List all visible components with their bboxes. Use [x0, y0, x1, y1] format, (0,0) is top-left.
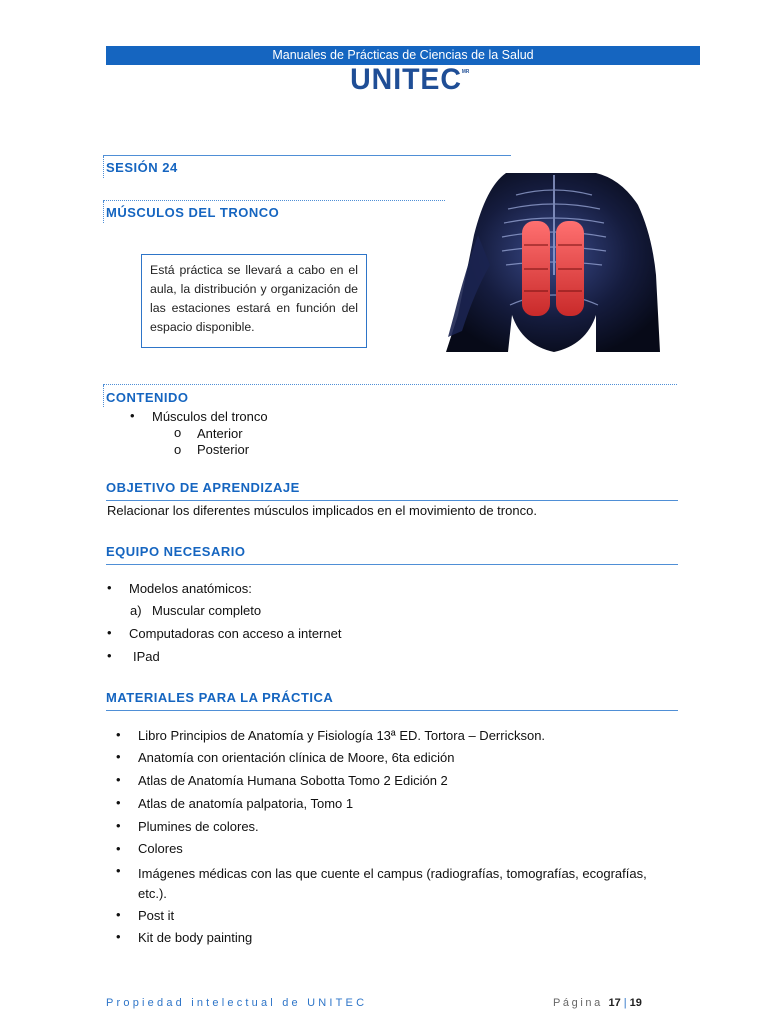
torso-illustration-icon	[446, 165, 660, 352]
contenido-item: Músculos del tronco	[152, 409, 268, 424]
materiales-item-2: Anatomía con orientación clínica de Moore, 6ta edición	[138, 750, 455, 765]
footer-page-separator: |	[623, 997, 627, 1009]
contenido-subbullet-1: o	[174, 425, 182, 440]
materiales-bullet-8: •	[116, 907, 121, 922]
note-box: Está práctica se llevará a cabo en el aula, la distribución y organización de las estaciones estará en función del espacio disponible.	[141, 254, 367, 348]
materiales-bullet-3: •	[116, 772, 121, 787]
topic-heading: MÚSCULOS DEL TRONCO	[106, 205, 280, 220]
footer-page-label: Página	[553, 997, 603, 1009]
materiales-item-1: Libro Principios de Anatomía y Fisiología 13ª ED. Tortora – Derrickson.	[138, 728, 546, 743]
equipo-subitem-marker: a)	[130, 603, 142, 618]
equipo-bullet-1: •	[107, 580, 112, 595]
materiales-bullet-1: •	[116, 727, 121, 742]
contenido-heading: CONTENIDO	[106, 390, 189, 405]
equipo-bullet-3: •	[107, 648, 112, 663]
objetivo-heading: OBJETIVO DE APRENDIZAJE	[106, 480, 300, 495]
materiales-rule	[106, 710, 678, 711]
logo-text: UNITEC	[350, 63, 462, 96]
materiales-item-4: Atlas de anatomía palpatoria, Tomo 1	[138, 796, 354, 811]
footer-page	[553, 997, 642, 1009]
materiales-bullet-7: •	[116, 863, 121, 878]
materiales-bullet-4: •	[116, 795, 121, 810]
footer-page-total: 19	[629, 997, 642, 1009]
equipo-subitem: Muscular completo	[152, 603, 262, 618]
equipo-item-1: Modelos anatómicos:	[129, 581, 252, 596]
materiales-item-7: Imágenes médicas con las que cuente el campus (radiografías, tomografías, ecografías, etc.).	[138, 866, 647, 901]
objetivo-rule	[106, 500, 678, 501]
footer-page-current: 17	[608, 997, 621, 1009]
contenido-top-rule	[103, 384, 677, 385]
materiales-bullet-5: •	[116, 818, 121, 833]
contenido-subbullet-2: o	[174, 442, 182, 457]
materiales-bullet-6: •	[116, 841, 121, 856]
materiales-heading: MATERIALES PARA LA PRÁCTICA	[106, 690, 334, 705]
equipo-bullet-2: •	[107, 625, 112, 640]
equipo-item-2: Computadoras con acceso a internet	[129, 626, 342, 641]
equipo-item-3: IPad	[133, 649, 160, 664]
contenido-bullet: •	[130, 408, 135, 423]
materiales-item-3: Atlas de Anatomía Humana Sobotta Tomo 2 Edición 2	[138, 773, 448, 788]
contenido-subitem-1: Anterior	[197, 426, 243, 441]
materiales-item-6: Colores	[138, 841, 183, 856]
footer-left: Propiedad intelectual de UNITEC	[106, 997, 368, 1009]
materiales-item-8: Post it	[138, 908, 175, 923]
materiales-bullet-9: •	[116, 929, 121, 944]
materiales-item-9: Kit de body painting	[138, 930, 253, 945]
contenido-subitem-2: Posterior	[197, 442, 250, 457]
objetivo-text: Relacionar los diferentes músculos implicados en el movimiento de tronco.	[107, 503, 537, 518]
topic-top-rule	[103, 200, 479, 201]
session-top-rule	[103, 155, 511, 156]
equipo-heading: EQUIPO NECESARIO	[106, 544, 246, 559]
session-heading: SESIÓN 24	[106, 160, 178, 175]
anatomy-figure	[446, 165, 660, 352]
header-title: Manuales de Prácticas de Ciencias de la Salud	[272, 48, 534, 62]
materiales-bullet-2: •	[116, 749, 121, 764]
equipo-rule	[106, 564, 678, 565]
unitec-logo	[350, 63, 469, 97]
materiales-item-5: Plumines de colores.	[138, 819, 259, 834]
logo-mark: MR	[461, 69, 470, 75]
